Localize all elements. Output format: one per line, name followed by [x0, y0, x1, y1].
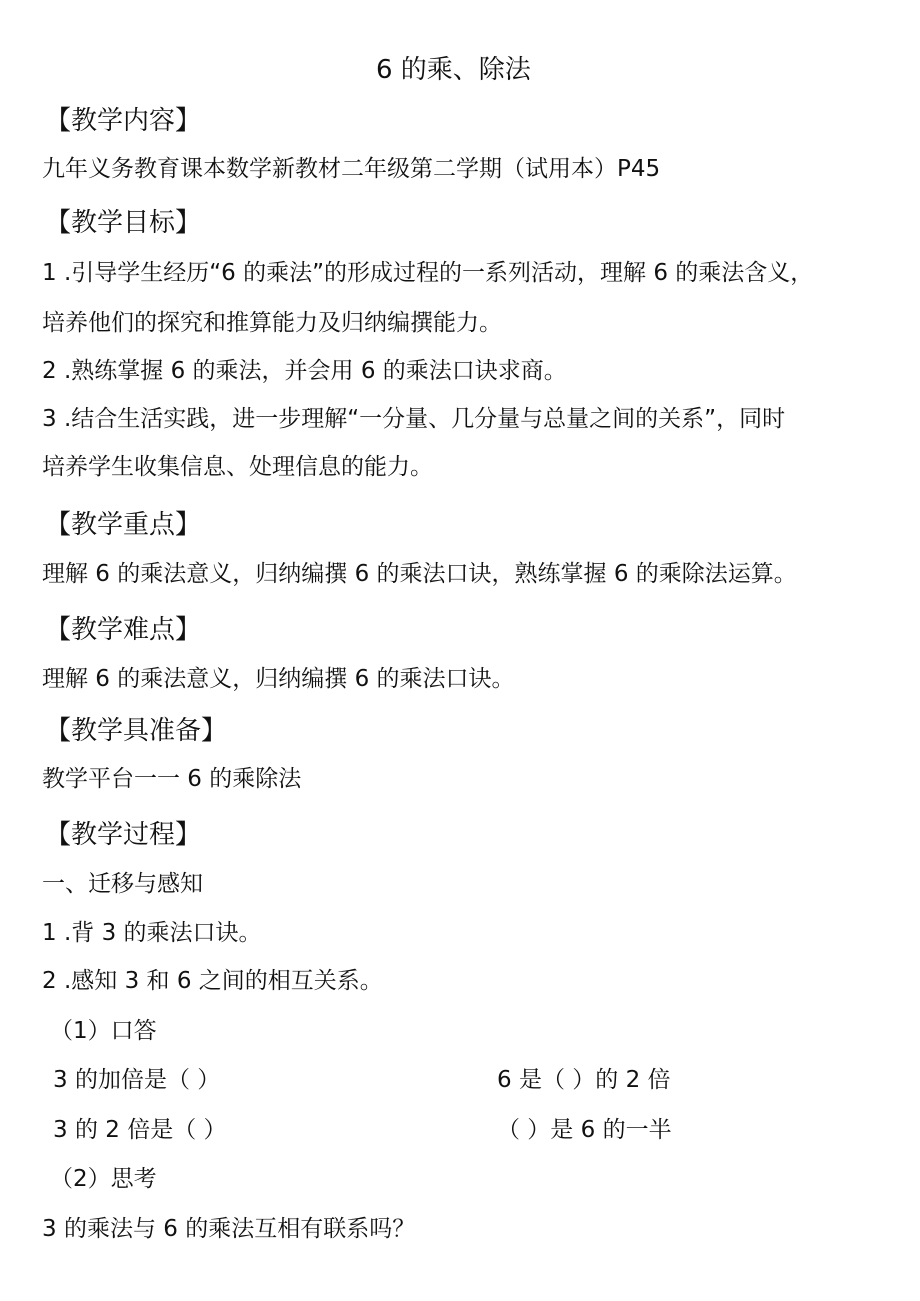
- page-title: 6 的乘、除法: [376, 55, 531, 85]
- key-text: 理解 6 的乘法意义，归纳编撰 6 的乘法口诀，熟练掌握 6 的乘除法运算。: [42, 561, 797, 587]
- process-step-1: 一、迁移与感知: [42, 871, 203, 897]
- final-question: 3 的乘法与 6 的乘法互相有联系吗？: [42, 1216, 416, 1242]
- goal-2: 2 .熟练掌握 6 的乘法，并会用 6 的乘法口诀求商。: [42, 358, 567, 384]
- tools-text: 教学平台一一 6 的乘除法: [42, 766, 302, 792]
- sub-question-2: （2）思考: [50, 1166, 157, 1192]
- key-heading: 【教学重点】: [45, 510, 202, 540]
- question-left-2: 3 的 2 倍是（ ）: [53, 1117, 227, 1143]
- tools-heading: 【教学具准备】: [45, 716, 228, 746]
- sub-question-1: （1）口答: [50, 1018, 157, 1044]
- goal-3-line-1: 3 .结合生活实践，进一步理解“一分量、几分量与总量之间的关系”，同时: [42, 406, 786, 432]
- process-step-2: 1 .背 3 的乘法口诀。: [42, 920, 262, 946]
- goals-heading: 【教学目标】: [45, 208, 202, 238]
- goal-1-line-1: 1 .引导学生经历“6 的乘法”的形成过程的一系列活动，理解 6 的乘法含义，: [42, 260, 814, 286]
- difficult-heading: 【教学难点】: [45, 615, 202, 645]
- goal-1-line-2: 培养他们的探究和推算能力及归纳编撰能力。: [42, 310, 502, 336]
- process-heading: 【教学过程】: [45, 820, 202, 850]
- content-text: 九年义务教育课本数学新教材二年级第二学期（试用本）P45: [42, 156, 661, 182]
- question-right-2: （ ）是 6 的一半: [497, 1117, 672, 1143]
- goal-3-line-2: 培养学生收集信息、处理信息的能力。: [42, 454, 433, 480]
- difficult-text: 理解 6 的乘法意义，归纳编撰 6 的乘法口诀。: [42, 666, 515, 692]
- process-step-3: 2 .感知 3 和 6 之间的相互关系。: [42, 968, 383, 994]
- content-heading: 【教学内容】: [45, 106, 202, 136]
- question-left-1: 3 的加倍是（ ）: [53, 1067, 221, 1093]
- question-right-1: 6 是（ ）的 2 倍: [497, 1067, 671, 1093]
